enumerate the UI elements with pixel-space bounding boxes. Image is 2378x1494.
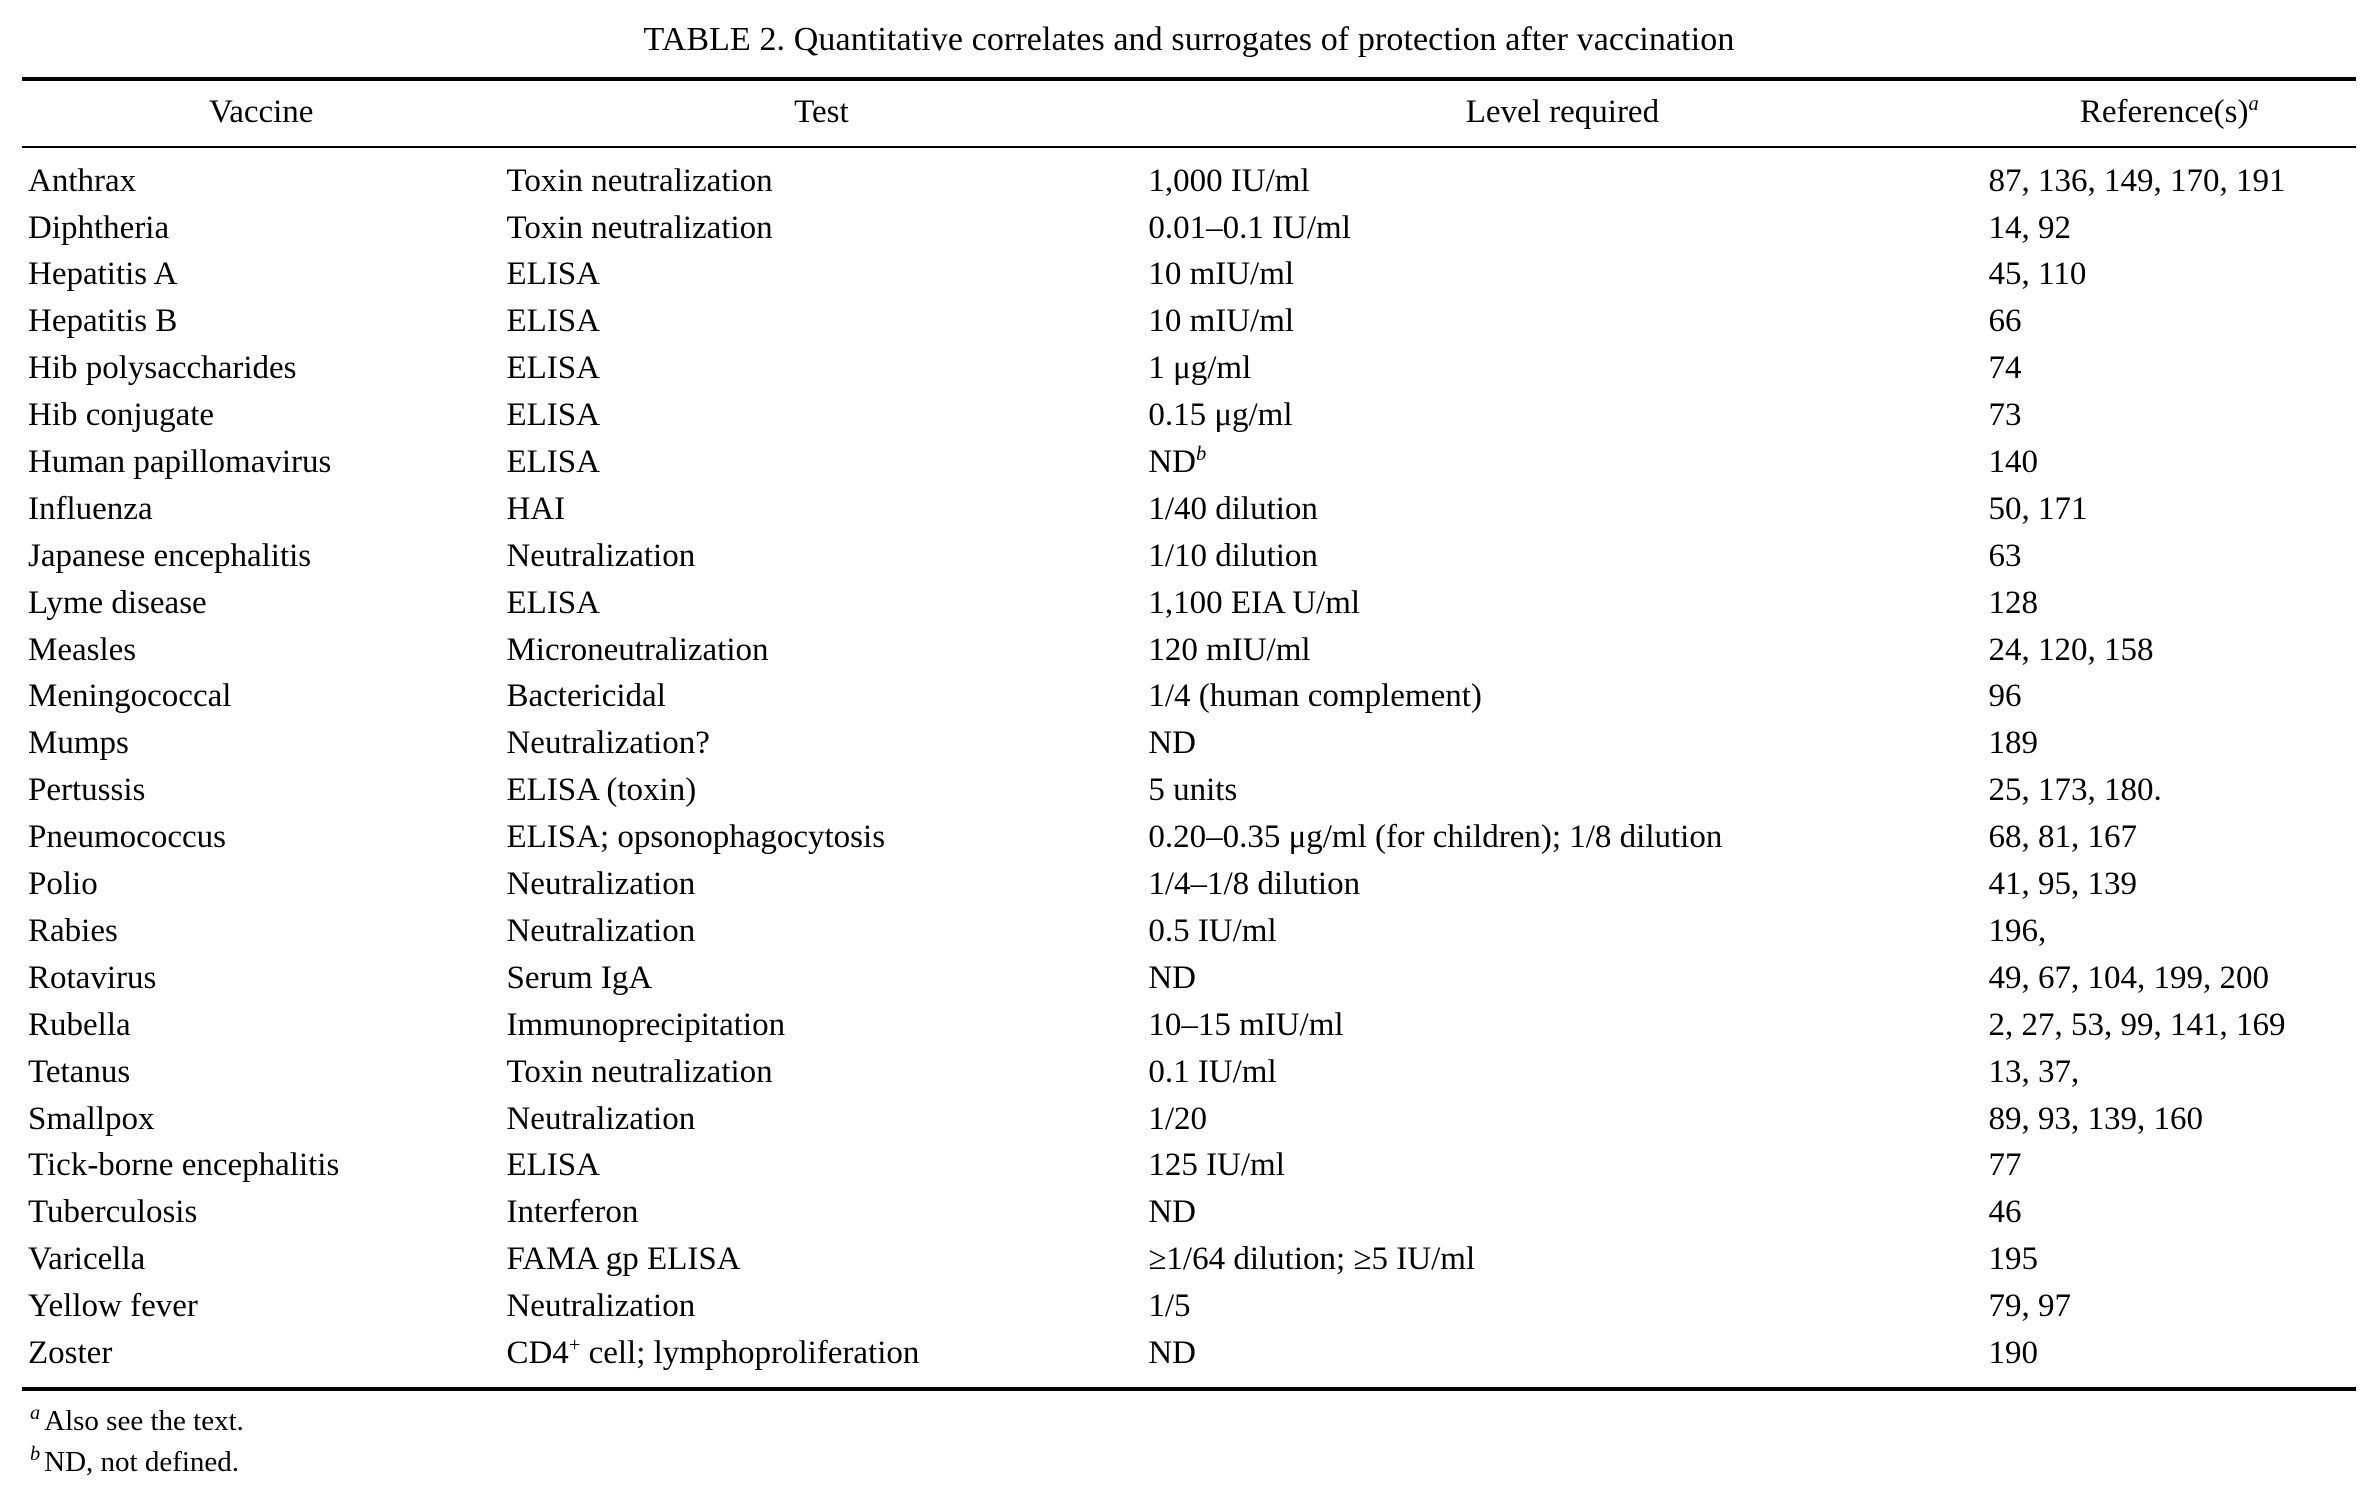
cell-reference: 195 [1988,1241,2039,1278]
table-row [22,1236,2356,1283]
cell-test: Neutralization [506,912,696,949]
column-header-vaccine: Vaccine [22,79,500,147]
cell-vaccine: Rotavirus [28,959,157,996]
cell-reference: 66 [1988,303,2022,340]
cell-vaccine: Tetanus [28,1053,131,1090]
cell-level: ND [1148,1194,1196,1231]
cell-test: Neutralization [506,537,696,574]
table-row [22,486,2356,533]
header-row [22,79,2356,147]
cell-vaccine: Anthrax [22,147,500,205]
cell-level: 1/20 [1148,1100,1207,1137]
cell-vaccine: Lyme disease [28,584,207,621]
column-header-reference-label: Reference(s) [2079,93,2249,130]
cell-level: 1 μg/ml [1148,350,1252,387]
cell-test: Toxin neutralization [500,147,1142,205]
cell-reference: 73 [1988,397,2022,434]
cell-reference: 196, [1988,912,2047,949]
cell-vaccine: Hib polysaccharides [28,350,297,387]
cell-test: ELISA [506,444,600,481]
cell-level: 1/40 dilution [1148,490,1318,527]
cell-test: Neutralization [506,1288,696,1325]
cell-level: 120 mIU/ml [1148,631,1311,668]
cell-test: Toxin neutralization [506,209,773,246]
table-row [22,627,2356,674]
cell-vaccine: Pneumococcus [28,819,226,856]
cell-reference: 96 [1988,678,2022,715]
cell-test: Neutralization [506,1100,696,1137]
cell-vaccine: Pertussis [28,772,146,809]
cell-level: 0.15 μg/ml [1148,397,1293,434]
cell-test: Bactericidal [506,678,666,715]
cell-level: 1/10 dilution [1148,537,1318,574]
table-footnotes [22,1403,2356,1481]
table-header [22,79,2356,147]
table-row [22,767,2356,814]
correlates-table [22,77,2356,1387]
cell-vaccine: Meningococcal [28,678,232,715]
cell-vaccine: Diphtheria [28,209,170,246]
cell-reference: 68, 81, 167 [1988,819,2138,856]
cell-level: 5 units [1148,772,1238,809]
footnote [22,1403,2356,1441]
cell-reference: 89, 93, 139, 160 [1988,1100,2204,1137]
footnote-text: Also see the text. [44,1404,244,1437]
cell-level: ND [1148,725,1196,762]
cell-level: 10 mIU/ml [1148,303,1295,340]
cell-test: ELISA [506,1147,600,1184]
table-row [22,1002,2356,1049]
cell-test-tail: cell; lymphoproliferation [580,1334,920,1371]
cell-reference: 41, 95, 139 [1988,866,2138,903]
cell-level: 0.01–0.1 IU/ml [1148,209,1351,246]
footnote-text: ND, not defined. [44,1445,240,1478]
cell-reference: 87, 136, 149, 170, 191 [1983,147,2356,205]
cell-level: 0.20–0.35 μg/ml (for children); 1/8 dilution [1148,819,1723,856]
cell-vaccine: Zoster [28,1334,113,1371]
cell-vaccine: Mumps [28,725,129,762]
table-row [22,580,2356,627]
cell-level [1142,439,1982,486]
cell-reference: 14, 92 [1988,209,2072,246]
cell-test: ELISA [506,256,600,293]
cell-test: ELISA; opsonophagocytosis [506,819,886,856]
cell-vaccine: Japanese encephalitis [28,537,312,574]
cell-reference: 63 [1988,537,2022,574]
cell-test [500,1330,1142,1387]
table-row [22,392,2356,439]
cell-vaccine: Polio [28,866,98,903]
cell-test: Neutralization? [506,725,710,762]
table-row [22,205,2356,252]
cell-test-label: CD4 [506,1334,569,1371]
table-row [22,345,2356,392]
cell-test: Toxin neutralization [506,1053,773,1090]
cell-reference: 128 [1988,584,2039,621]
cell-level: 125 IU/ml [1148,1147,1285,1184]
cell-test: ELISA [506,584,600,621]
cell-level: ND [1148,1334,1196,1371]
cell-reference: 45, 110 [1988,256,2087,293]
table-row [22,720,2356,767]
cell-test-superscript: + [568,1333,581,1356]
table-row [22,861,2356,908]
cell-vaccine: Smallpox [28,1100,155,1137]
cell-test: ELISA [506,397,600,434]
cell-vaccine: Rabies [28,912,118,949]
cell-reference: 25, 173, 180. [1988,772,2162,809]
cell-vaccine: Measles [28,631,137,668]
cell-test: Serum IgA [506,959,653,996]
cell-level: 1/4 (human complement) [1148,678,1482,715]
cell-vaccine: Hepatitis B [28,303,178,340]
cell-level: 1,000 IU/ml [1142,147,1982,205]
cell-vaccine: Tuberculosis [28,1194,198,1231]
footnote-marker: b [30,1442,41,1465]
cell-reference: 50, 171 [1988,490,2088,527]
cell-vaccine: Yellow fever [28,1288,198,1325]
cell-vaccine: Rubella [28,1006,131,1043]
cell-vaccine: Varicella [28,1241,146,1278]
cell-vaccine: Influenza [28,490,153,527]
footnote-marker: a [30,1402,41,1425]
table-row [22,673,2356,720]
cell-test: FAMA gp ELISA [506,1241,741,1278]
cell-level: 10–15 mIU/ml [1148,1006,1344,1043]
table-caption-text: Quantitative correlates and surrogates of protection after vaccination [793,21,1735,58]
column-header-test: Test [500,79,1142,147]
cell-test: HAI [506,490,566,527]
cell-level: 0.1 IU/ml [1148,1053,1277,1090]
table-row [22,533,2356,580]
cell-reference: 49, 67, 104, 199, 200 [1988,959,2270,996]
table-body [22,147,2356,1387]
cell-level: 10 mIU/ml [1148,256,1295,293]
table-row [22,1283,2356,1330]
table-row [22,251,2356,298]
table-row [22,298,2356,345]
cell-reference: 46 [1988,1194,2022,1231]
cell-vaccine: Hib conjugate [28,397,215,434]
cell-reference: 140 [1988,444,2039,481]
cell-level: 1/5 [1148,1288,1191,1325]
cell-test: ELISA [506,303,600,340]
table-row [22,955,2356,1002]
cell-level-label: ND [1148,444,1196,481]
cell-reference: 189 [1988,725,2039,762]
column-header-level: Level required [1142,79,1982,147]
table-row [22,1049,2356,1096]
table-caption [22,20,2356,61]
cell-level: ND [1148,959,1196,996]
cell-reference: 190 [1988,1334,2039,1371]
cell-reference: 2, 27, 53, 99, 141, 169 [1988,1006,2286,1043]
table-row [22,1142,2356,1189]
table-row [22,814,2356,861]
cell-level: 0.5 IU/ml [1148,912,1277,949]
cell-test: Interferon [506,1194,639,1231]
cell-test: Immunoprecipitation [506,1006,786,1043]
cell-vaccine: Human papillomavirus [28,444,332,481]
cell-reference: 13, 37, [1988,1053,2080,1090]
table-bottom-rule [22,1387,2356,1391]
table-row [22,1330,2356,1387]
cell-test: Microneutralization [506,631,769,668]
table-row [22,439,2356,486]
cell-reference: 77 [1988,1147,2022,1184]
cell-level: 1,100 EIA U/ml [1148,584,1361,621]
table-row [22,147,2356,205]
cell-test: ELISA (toxin) [506,772,697,809]
cell-reference: 24, 120, 158 [1988,631,2154,668]
cell-test: ELISA [506,350,600,387]
column-header-reference [1983,79,2356,147]
column-header-reference-superscript: a [2248,92,2259,115]
cell-level: 1/4–1/8 dilution [1148,866,1361,903]
table-row [22,908,2356,955]
cell-vaccine: Tick-borne encephalitis [28,1147,340,1184]
cell-test: Neutralization [506,866,696,903]
cell-reference: 74 [1988,350,2022,387]
table-row [22,1096,2356,1143]
footnote [22,1444,2356,1482]
cell-reference: 79, 97 [1988,1288,2072,1325]
cell-level: ≥1/64 dilution; ≥5 IU/ml [1148,1241,1476,1278]
table-row [22,1189,2356,1236]
cell-vaccine: Hepatitis A [28,256,178,293]
cell-level-footnote-marker: b [1195,443,1207,466]
table-caption-label: TABLE 2. [643,21,786,58]
